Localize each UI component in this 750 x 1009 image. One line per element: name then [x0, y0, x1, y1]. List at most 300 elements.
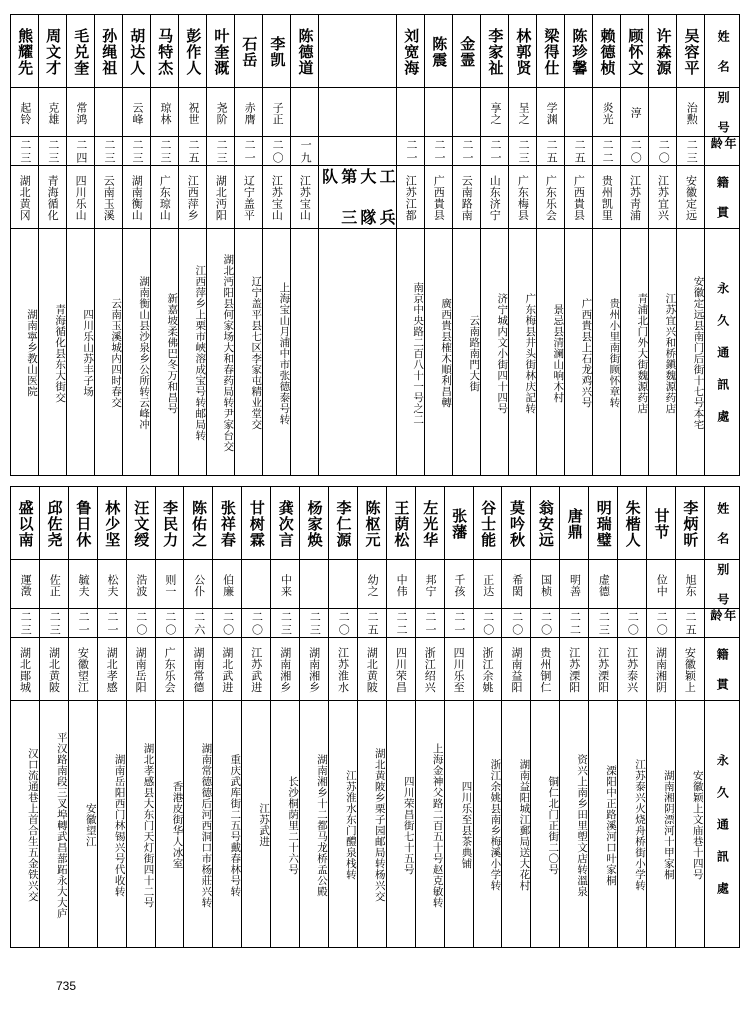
cell-addr	[415, 701, 444, 948]
cell-age	[425, 137, 453, 166]
cell-text: 贵州小里南街顾怀章转	[608, 298, 621, 408]
cell-text: 二〇	[655, 611, 669, 637]
cell-name	[453, 15, 481, 88]
cell-text: 重庆武库街二五号戴春林号转	[229, 753, 242, 897]
cell-addr	[453, 229, 481, 476]
cell-age	[589, 609, 618, 638]
cell-text	[319, 88, 396, 136]
cell-age	[11, 137, 39, 166]
cell-name	[68, 487, 97, 560]
cell-bie	[593, 88, 621, 137]
cell-text: 運澂	[19, 573, 33, 597]
cell-text: 贵州铜仁	[538, 647, 552, 693]
cell-jg	[677, 166, 705, 229]
cell-text: 马特杰	[156, 28, 175, 76]
cell-text: 常鸿	[74, 101, 88, 125]
cell-text: 彭作人	[184, 28, 203, 76]
cell-addr	[235, 229, 263, 476]
cell-age	[242, 609, 271, 638]
table-row	[11, 701, 740, 948]
cell-text: 上海金神父路二百五十号赵克敏转	[431, 742, 444, 908]
cell-text: 陈佑之	[190, 500, 209, 548]
cell-text: 中来	[279, 573, 293, 597]
cell-jg	[11, 638, 40, 701]
cell-jg	[646, 638, 675, 701]
cell-jg	[593, 166, 621, 229]
cell-age	[444, 609, 473, 638]
cell-text	[300, 560, 328, 608]
cell-text: 希閎	[510, 573, 524, 597]
cell-bie	[68, 560, 97, 609]
column-header-text: 籍 貫	[715, 175, 730, 221]
cell-text: 工 兵 大 隊 第 三 队	[319, 168, 397, 228]
column-header-text: 永 久 通 訊 處	[715, 281, 730, 425]
cell-text: 四川乐至	[452, 647, 466, 693]
cell-name	[415, 487, 444, 560]
cell-addr	[618, 701, 647, 948]
cell-text: 南京中央路二百八十一号之二	[412, 281, 425, 425]
cell-text: 江苏宜兴和桥鎭魏源药店	[664, 292, 677, 414]
cell-text: 二〇	[626, 611, 640, 637]
cell-text: 安徽望江	[84, 803, 97, 847]
table-row	[11, 560, 740, 609]
cell-text: 广东乐会	[544, 175, 558, 221]
cell-addr	[179, 229, 207, 476]
cell-name	[67, 15, 95, 88]
cell-text: 湖北孝感县大东门天灯街四十二号	[142, 742, 155, 908]
cell-text: 景忌县清澜山响木村	[552, 303, 565, 403]
cell-text: 湖南常德	[191, 647, 205, 693]
column-header-text: 姓 名	[716, 29, 731, 75]
cell-text: 江西萍乡上栗市峽溶成宝号转邮局转	[194, 265, 207, 441]
cell-text: 陈震	[430, 36, 449, 68]
cell-text: 湖北鄖城	[18, 647, 32, 693]
column-header	[704, 609, 739, 638]
cell-name	[425, 15, 453, 88]
cell-text: 二一	[432, 139, 446, 165]
cell-text	[319, 15, 396, 87]
cell-text: 起铃	[18, 101, 32, 125]
cell-bie	[386, 560, 415, 609]
cell-text: 二三	[308, 611, 322, 637]
cell-text: 江苏武进	[258, 803, 271, 847]
cell-text: 二五	[187, 139, 201, 165]
cell-bie	[126, 560, 155, 609]
cell-text: 李凯	[268, 36, 287, 68]
cell-text: 赤膺	[243, 101, 257, 125]
cell-bie	[328, 560, 357, 609]
cell-name	[593, 15, 621, 88]
cell-name	[565, 15, 593, 88]
cell-text: 陈珍馨	[570, 28, 589, 76]
column-header-text: 姓 名	[715, 501, 730, 547]
cell-bie	[11, 88, 39, 137]
cell-text: 二一	[243, 139, 257, 165]
cell-text: 二〇	[629, 139, 643, 165]
cell-jg	[481, 166, 509, 229]
cell-jg	[675, 638, 704, 701]
cell-text: 湖南岳阳	[134, 647, 148, 693]
cell-jg	[621, 166, 649, 229]
cell-text: 云南路南門大街	[468, 314, 481, 392]
cell-age	[560, 609, 589, 638]
cell-bie	[453, 88, 481, 137]
cell-text: 铜仁北门正街二〇号	[547, 775, 560, 875]
cell-text: 江苏淮水	[336, 647, 350, 693]
cell-bie	[397, 88, 425, 137]
cell-name	[39, 487, 68, 560]
cell-text: 毛兑奎	[72, 28, 91, 76]
cell-bie	[502, 560, 531, 609]
cell-text: 二五	[573, 139, 587, 165]
roster-table-lower	[10, 486, 740, 948]
cell-text: 顾怀文	[626, 28, 645, 76]
cell-age	[300, 609, 329, 638]
cell-jg	[444, 638, 473, 701]
cell-text: 二三	[48, 611, 62, 637]
cell-text: 莫吟秋	[507, 500, 526, 548]
cell-text: 江苏宝山	[298, 175, 312, 221]
cell-bie	[300, 560, 329, 609]
cell-text: 二三	[279, 611, 293, 637]
cell-text: 辽宁盖平县七区李家屯精业堂交	[250, 276, 263, 430]
cell-bie	[677, 88, 705, 137]
cell-age	[263, 137, 291, 166]
cell-text: 林少坚	[103, 500, 122, 548]
cell-text: 伯廉	[221, 573, 235, 597]
cell-name	[509, 15, 537, 88]
cell-text: 青浦北门外大街魏源药店	[636, 292, 649, 414]
cell-addr	[271, 701, 300, 948]
cell-name	[126, 487, 155, 560]
cell-name	[291, 15, 319, 88]
cell-text: 四川荣昌	[394, 647, 408, 693]
cell-text: 广西貴县上石龙鸡兴号	[580, 298, 593, 408]
cell-text	[425, 88, 452, 136]
table-row	[11, 609, 740, 638]
cell-text: 二〇	[163, 611, 177, 637]
cell-text: 青海循化	[46, 175, 60, 221]
cell-age	[68, 609, 97, 638]
cell-jg	[531, 638, 560, 701]
cell-text: 呈之	[517, 101, 531, 125]
cell-age	[97, 609, 126, 638]
cell-jg	[155, 638, 184, 701]
cell-name	[502, 487, 531, 560]
cell-jg	[263, 166, 291, 229]
cell-addr	[565, 229, 593, 476]
column-header	[705, 137, 740, 166]
cell-text: 汉口流通巷上首合生五金铁兴交	[26, 748, 39, 902]
cell-text: 江西萍乡	[186, 175, 200, 221]
cell-text: 辽宁盖平	[242, 175, 256, 221]
cell-bie	[213, 560, 242, 609]
cell-text: 湖南衡山县沙泉乡公所转云峰冲	[138, 276, 151, 430]
cell-text: 旭东	[684, 573, 698, 597]
cell-addr	[646, 701, 675, 948]
cell-text: 江苏泰兴	[625, 647, 639, 693]
cell-text: 二三	[18, 139, 32, 165]
cell-name	[386, 487, 415, 560]
cell-text: 云峰	[130, 101, 144, 125]
column-header	[705, 166, 740, 229]
cell-age	[509, 137, 537, 166]
cell-addr	[425, 229, 453, 476]
cell-jg	[235, 166, 263, 229]
cell-jg	[397, 166, 425, 229]
cell-text: 孙绳祖	[100, 28, 119, 76]
cell-text: 佐正	[48, 573, 62, 597]
cell-addr	[649, 229, 677, 476]
cell-text: 江苏宝山	[270, 175, 284, 221]
cell-text: 资兴上南乡田里塱文店转溫泉	[576, 753, 589, 897]
cell-text: 湖北武进	[220, 647, 234, 693]
cell-text: 二〇	[221, 611, 235, 637]
cell-text: 龚次言	[276, 500, 295, 548]
cell-text: 二〇	[337, 611, 351, 637]
cell-age	[357, 609, 386, 638]
cell-text: 湖南衡山	[130, 175, 144, 221]
cell-name	[531, 487, 560, 560]
cell-text: 湖北黄陂	[365, 647, 379, 693]
cell-bie	[415, 560, 444, 609]
cell-name	[97, 487, 126, 560]
cell-text: 淳	[629, 107, 643, 119]
cell-jg	[328, 638, 357, 701]
cell-age	[677, 137, 705, 166]
cell-age	[39, 609, 68, 638]
table-row	[11, 166, 740, 229]
cell-text: 二〇	[539, 611, 553, 637]
cell-addr	[386, 701, 415, 948]
cell-name	[357, 487, 386, 560]
cell-text: 汪文绶	[132, 500, 151, 548]
cell-text: 学渊	[545, 101, 559, 125]
cell-text	[618, 560, 646, 608]
upper-table-wrap	[10, 14, 740, 476]
cell-text: 许森源	[654, 28, 673, 76]
cell-jg	[453, 166, 481, 229]
cell-name	[179, 15, 207, 88]
lower-table-wrap	[10, 486, 740, 948]
cell-text: 邱佐尧	[45, 500, 64, 548]
cell-name	[444, 487, 473, 560]
column-header-text: 籍 貫	[715, 647, 730, 693]
cell-text: 湖北沔阳县何家场大和春药局转尹家台交	[222, 254, 235, 452]
cell-bie	[649, 88, 677, 137]
cell-text: 二三	[517, 139, 531, 165]
cell-bie	[621, 88, 649, 137]
cell-text: 二一	[489, 139, 503, 165]
cell-text: 浙江绍兴	[423, 647, 437, 693]
cell-text: 幼之	[366, 573, 380, 597]
cell-text: 千孩	[452, 573, 466, 597]
cell-text: 一九	[299, 139, 313, 165]
cell-bie	[39, 560, 68, 609]
cell-text: 江苏泰兴火烧舟桥街小学转	[633, 759, 646, 891]
cell-text: 江苏溧阳	[567, 647, 581, 693]
cell-text: 青海循化县东大街交	[54, 303, 67, 403]
cell-bie	[242, 560, 271, 609]
roster-table-upper	[10, 14, 740, 476]
cell-name	[242, 487, 271, 560]
cell-addr	[593, 229, 621, 476]
cell-name	[397, 15, 425, 88]
cell-text: 中伟	[395, 573, 409, 597]
cell-text: 浙江余姚县南乡梅溪小学转	[489, 759, 502, 891]
cell-jg	[207, 166, 235, 229]
cell-addr	[509, 229, 537, 476]
cell-text: 二四	[74, 139, 88, 165]
cell-text: 湖南岳阳西门林锡兴号代收转	[113, 753, 126, 897]
cell-text: 位中	[655, 573, 669, 597]
cell-text: 湖南湘乡	[278, 647, 292, 693]
cell-jg	[509, 166, 537, 229]
cell-text: 二〇	[250, 611, 264, 637]
cell-addr	[531, 701, 560, 948]
cell-text: 二三	[19, 611, 33, 637]
cell-bie	[97, 560, 126, 609]
cell-text: 松夫	[106, 573, 119, 597]
cell-bie	[184, 560, 213, 609]
cell-name	[560, 487, 589, 560]
cell-jg	[565, 166, 593, 229]
cell-text: 云南路南	[460, 175, 474, 221]
cell-text: 广西貴县	[432, 175, 446, 221]
cell-age	[151, 137, 179, 166]
cell-jg	[537, 166, 565, 229]
cell-bie	[11, 560, 40, 609]
cell-age	[502, 609, 531, 638]
cell-text: 广东琼山	[158, 175, 172, 221]
cell-addr	[126, 701, 155, 948]
cell-addr	[39, 701, 68, 948]
cell-addr	[213, 701, 242, 948]
cell-name	[271, 487, 300, 560]
cell-jg	[68, 638, 97, 701]
cell-jg	[39, 638, 68, 701]
cell-age	[11, 609, 40, 638]
cell-addr	[473, 701, 502, 948]
cell-addr	[39, 229, 67, 476]
cell-text: 尧阶	[215, 101, 229, 125]
cell-text: 二五	[545, 139, 559, 165]
cell-jg	[386, 638, 415, 701]
cell-text	[291, 88, 318, 136]
cell-addr	[357, 701, 386, 948]
column-header-text: 年 龄	[708, 609, 737, 639]
cell-jg	[300, 638, 329, 701]
cell-text: 盛以南	[16, 500, 35, 548]
cell-text: 虚德	[597, 573, 611, 597]
cell-bie	[675, 560, 704, 609]
cell-text: 琼林	[159, 101, 172, 125]
cell-text: 山东济宁	[488, 175, 502, 221]
cell-text	[565, 88, 592, 136]
cell-addr	[444, 701, 473, 948]
cell-age	[453, 137, 481, 166]
cell-bie	[646, 560, 675, 609]
cell-bie	[179, 88, 207, 137]
cell-text: 王荫松	[392, 500, 411, 548]
cell-text	[319, 229, 396, 475]
cell-age	[123, 137, 151, 166]
cell-bie	[291, 88, 319, 137]
cell-addr	[677, 229, 705, 476]
cell-text: 安徽颖上	[683, 647, 697, 693]
cell-bie	[531, 560, 560, 609]
cell-text: 浙江余姚	[481, 647, 495, 693]
cell-text: 祝世	[187, 101, 201, 125]
table-row	[11, 15, 740, 88]
cell-bie	[271, 560, 300, 609]
cell-text: 湖南寧乡教山医院	[26, 309, 39, 397]
cell-text: 石岳	[240, 36, 259, 68]
cell-addr	[319, 229, 397, 476]
cell-text: 二三	[685, 139, 699, 165]
cell-jg	[473, 638, 502, 701]
cell-text: 二一	[452, 611, 466, 637]
cell-addr	[207, 229, 235, 476]
cell-age	[649, 137, 677, 166]
cell-addr	[481, 229, 509, 476]
cell-bie	[589, 560, 618, 609]
cell-text: 安徽定远县南门后街十七号本宅	[692, 276, 705, 430]
cell-text: 翁安远	[536, 500, 555, 548]
cell-bie	[444, 560, 473, 609]
cell-age	[386, 609, 415, 638]
cell-addr	[291, 229, 319, 476]
cell-name	[677, 15, 705, 88]
cell-text: 湖北黄冈	[18, 175, 32, 221]
cell-text	[649, 88, 676, 136]
cell-jg	[123, 166, 151, 229]
cell-text: 香港皮街华人冰室	[171, 781, 184, 869]
cell-text: 二〇	[657, 139, 671, 165]
cell-addr	[95, 229, 123, 476]
cell-addr	[537, 229, 565, 476]
cell-text: 廣西貴县榷木順利昌轉	[440, 298, 453, 408]
cell-text: 济宁城内文小街四十四号	[496, 292, 509, 414]
cell-text: 邦宁	[423, 573, 437, 597]
cell-text: 江苏宜兴	[656, 175, 670, 221]
column-header	[705, 15, 740, 88]
cell-addr	[589, 701, 618, 948]
cell-jg	[179, 166, 207, 229]
cell-text: 新嘉坡柔佛巴冬万和昌号	[166, 292, 179, 414]
column-header-text: 年 龄	[709, 137, 738, 167]
cell-text: 湖南湘阴漂河十甲家桐	[662, 770, 675, 880]
cell-name	[473, 487, 502, 560]
cell-text: 江苏江都	[404, 175, 418, 221]
cell-text: 吴容平	[682, 28, 701, 76]
cell-name	[123, 15, 151, 88]
cell-text: 广东梅县井头街林庆記转	[524, 292, 537, 414]
cell-age	[618, 609, 647, 638]
cell-addr	[67, 229, 95, 476]
cell-jg	[67, 166, 95, 229]
cell-age	[39, 137, 67, 166]
table-row	[11, 638, 740, 701]
cell-text: 朱楷人	[623, 500, 642, 548]
cell-text: 二二	[568, 611, 582, 637]
cell-jg	[184, 638, 213, 701]
table-row	[11, 88, 740, 137]
cell-text: 梁得仕	[542, 28, 561, 76]
cell-bie	[155, 560, 184, 609]
cell-name	[319, 15, 397, 88]
cell-text: 李炳昕	[681, 500, 700, 548]
